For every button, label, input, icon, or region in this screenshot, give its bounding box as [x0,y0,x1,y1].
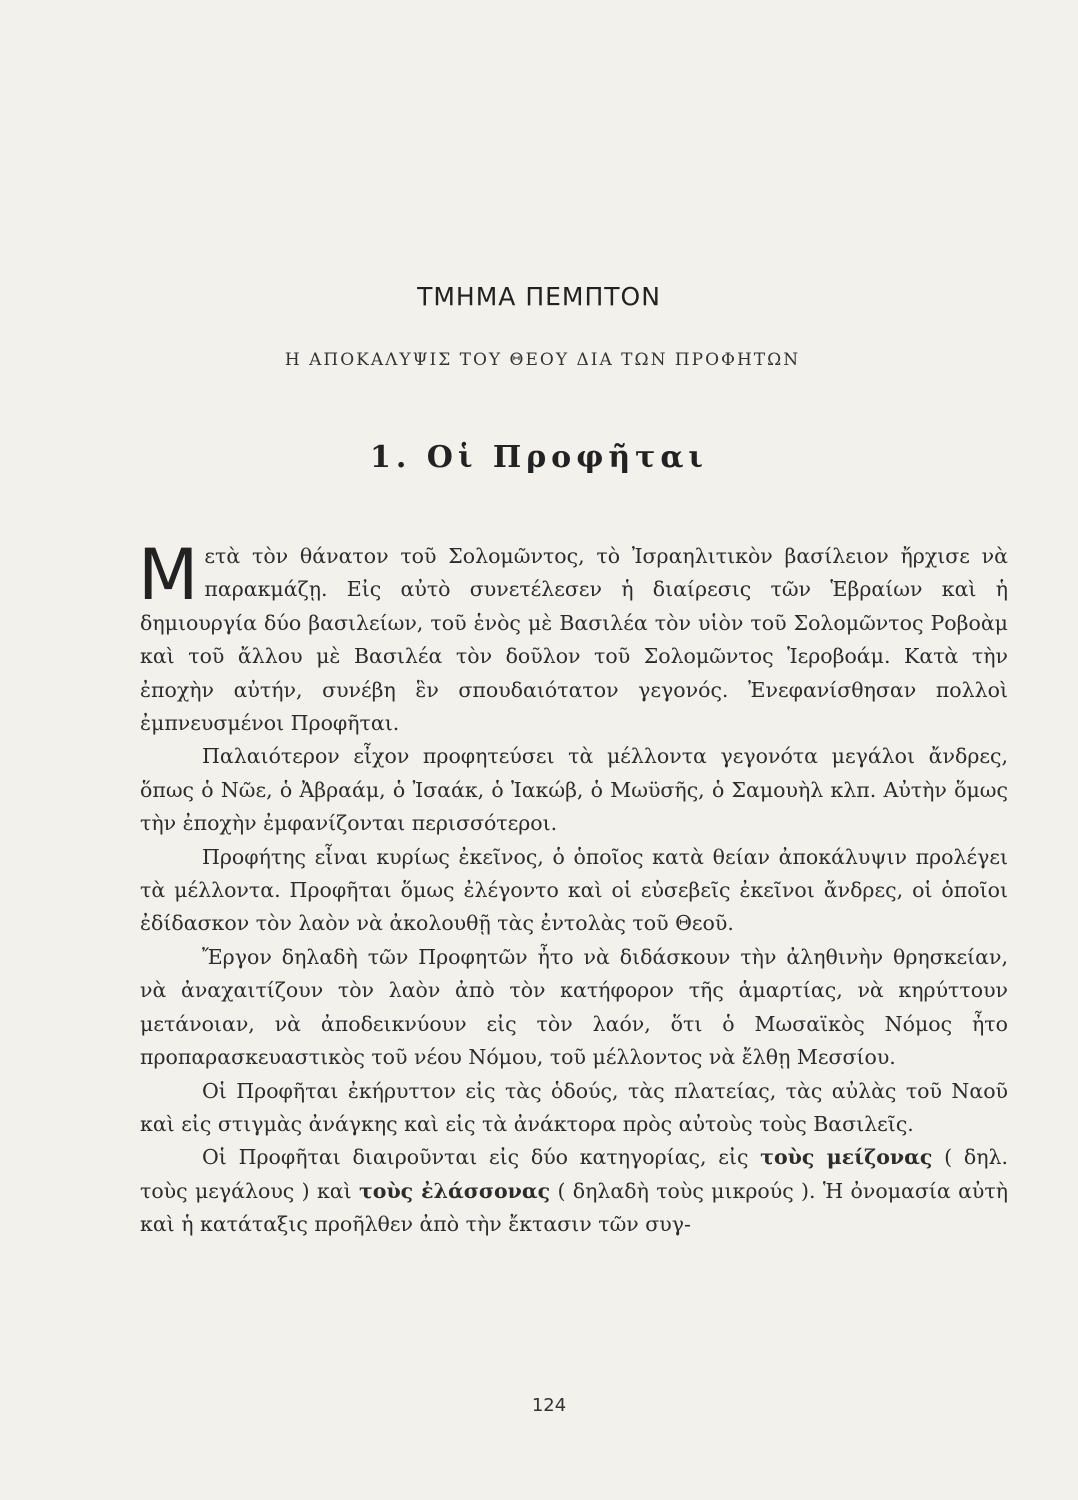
chapter-title: 1. Οἱ Προφῆται [370,440,708,475]
paragraph-4: Ἔργον δηλαδὴ τῶν Προφητῶν ἦτο νὰ διδάσκουν τὴν ἀληθινὴν θρησκείαν, νὰ ἀναχαιτίζουν τὸν λαὸν ἀπὸ τὸν κατήφορον τῆς ἁμαρτίας, νὰ κηρύττουν μετάνοιαν, νὰ ἀποδεικνύουν εἰς τὸν λαόν, ὅτι ὁ Μωσαϊκὸς Νόμος ἦτο προπαρασκευαστικὸς τοῦ νέου Νόμου, τοῦ μέλλοντος νὰ ἔλθῃ Μεσσίου. [140,944,1008,1070]
paragraph-5: Οἱ Προφῆται ἐκήρυττον εἰς τὰς ὁδούς, τὰς πλατείας, τὰς αὐλὰς τοῦ Ναοῦ καὶ εἰς στιγμὰς ἀνάγκης καὶ εἰς τὰ ἀνάκτορα πρὸς αὐτοὺς τοὺς Βασιλεῖς. [140,1078,1008,1136]
drop-cap: Μ [138,534,199,616]
page-number: 124 [531,1395,567,1416]
section-title: ΤΜΗΜΑ ΠΕΜΠΤΟΝ [417,282,661,311]
body-text [138,534,1009,1242]
paragraph-1-text: ετὰ τὸν θάνατον τοῦ Σολομῶντος, τὸ Ἰσραηλιτικὸν βασίλειον ἤρχισε νὰ παρακμάζῃ. Εἰς αὐτὸ συνετέλεσεν ἡ διαίρεσις τῶν Ἑβραίων καὶ ἡ δημιουργία δύο βασιλείων, τοῦ ἑνὸς μὲ Βασιλέα τὸν υἱὸν τοῦ Σολομῶντος Ροβοὰμ καὶ τοῦ ἄλλου μὲ Βασιλέα τὸν δοῦλον τοῦ Σολομῶντος Ἱεροβοάμ. Κατὰ τὴν ἐποχὴν αὐτήν, συνέβη ἓν σπουδαιότατον γεγονός. Ἐνεφανίσθησαν πολλοὶ ἐμπνευσμένοι Προφῆται. [140,544,1008,736]
paragraph-6 [140,1141,1008,1241]
paragraph-6-text-c: ( δηλ. τοὺς μεγάλους ) καὶ [140,1145,1008,1203]
term-minor-prophets: τοὺς ἐλάσσονας [358,1178,551,1203]
paragraph-6-text-e: ( δηλαδὴ τοὺς μικρούς ). Ἡ ὀνομασία αὐτὴ καὶ ἡ κατάταξις προῆλθεν ἀπὸ τὴν ἔκτασιν τῶν συγ- [140,1178,1009,1237]
paragraph-2: Παλαιότερον εἶχον προφητεύσει τὰ μέλλοντα γεγονότα μεγάλοι ἄνδρες, ὅπως ὁ Νῶε, ὁ Ἀβραάμ, ὁ Ἰσαάκ, ὁ Ἰακώβ, ὁ Μωϋσῆς, ὁ Σαμουὴλ κλπ. Αὐτὴν ὅμως τὴν ἐποχὴν ἐμφανίζονται περισσότεροι. [140,744,1008,836]
section-subtitle: Η ΑΠΟΚΑΛΥΨΙΣ ΤΟΥ ΘΕΟΥ ΔΙΑ ΤΩΝ ΠΡΟΦΗΤΩΝ [284,350,801,370]
paragraph-6-text-a: Οἱ Προφῆται διαιροῦνται εἰς δύο κατηγορίας, εἰς [202,1145,761,1170]
term-major-prophets: τοὺς μείζονας [760,1145,933,1170]
paragraph-1 [138,534,1008,740]
paragraph-3: Προφήτης εἶναι κυρίως ἐκεῖνος, ὁ ὁποῖος κατὰ θείαν ἀποκάλυψιν προλέγει τὰ μέλλοντα. Προφῆται ὅμως ἐλέγοντο καὶ οἱ εὐσεβεῖς ἐκεῖνοι ἄνδρες, οἱ ὁποῖοι ἐδίδασκον τὸν λαὸν νὰ ἀκολουθῇ τὰς ἐντολὰς τοῦ Θεοῦ. [140,844,1008,936]
